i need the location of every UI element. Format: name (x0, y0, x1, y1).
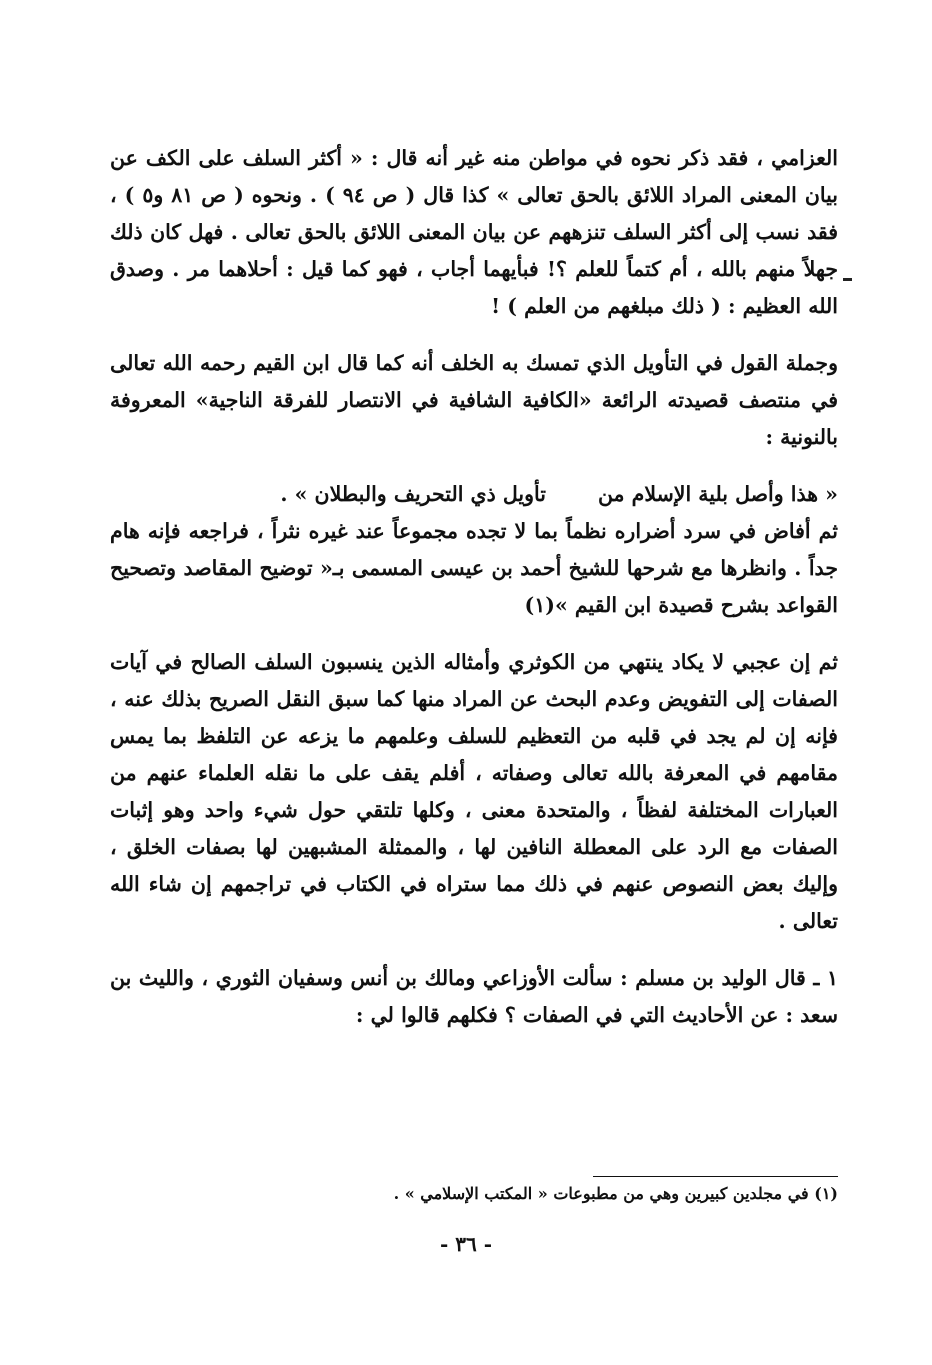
page-number: - ٣٦ - (439, 1232, 492, 1256)
verse-hemistich-1: « هذا وأصل بلية الإسلام من (597, 482, 838, 506)
paragraph-5: ١ ـ قال الوليد بن مسلم : سألت الأوزاعي ومالك بن أنس وسفيان الثوري ، والليث بن سعد : عن الأحاديث التي في الصفات ؟ فكلهم قالوا لي : (110, 966, 838, 1027)
paragraph-1: العزامي ، فقد ذكر نحوه في مواطن منه غير أنه قال : « أكثر السلف على الكف عن بيان المعنى المراد اللائق بالحق تعالى » كذا قال ( ص ٩٤ ) . ونحوه ( ص ٨١ و٥ ) ، فقد نسب إلى أكثر السلف تنزههم عن بيان المعنى اللائق بالحق تعالى . فهل كان ذلك جهلاً منهم بالله ، أم كتماً للعلم ؟! فبأيهما أجاب ، فهو كما قيل : أحلاهما مر . وصدق الله العظيم : ( ذلك مبلغهم من العلم ) ! (110, 146, 839, 318)
footnote: (١) في مجلدين كبيرين وهي من مطبوعات « المكتب الإسلامي » . (393, 1184, 838, 1203)
paragraph-3: ثم أفاض في سرد أضراره نظماً بما لا تجده مجموعاً عند غيره نثراً ، فراجعه فإنه هام جداً . وانظرها مع شرحها للشيخ أحمد بن عيسى المسمى بـ« توضيح المقاصد وتصحيح القواعد بشرح قصيدة ابن القيم »(١) (110, 519, 838, 617)
footnote-divider (593, 1176, 838, 1177)
verse-line (110, 476, 838, 513)
paragraph-2: وجملة القول في التأويل الذي تمسك به الخلف أنه كما قال ابن القيم رحمه الله تعالى في منتصف قصيدته الرائعة «الكافية الشافية في الانتصار للفرقة الناجية» المعروفة بالنونية : (110, 351, 838, 449)
paragraph-4: ثم إن عجبي لا يكاد ينتهي من الكوثري وأمثاله الذين ينسبون السلف الصالح في آيات الصفات إلى التفويض وعدم البحث عن المراد منها كما سبق النقل الصريح بذلك عنه ، فإنه إن لم يجد في قلبه من التعظيم للسلف وعلمهم ما يزعه عن التلفظ بما يمس مقامهم في المعرفة بالله تعالى وصفاته ، أفلم يقف على ما نقله العلماء عنهم من العبارات المختلفة لفظاً ، والمتحدة معنى ، وكلها تلتقي حول شيء واحد وهو إثبات الصفات مع الرد على المعطلة النافين لها ، والممثلة المشبهين لها بصفات الخلق ، وإليك بعض النصوص عنهم في ذلك مما ستراه في الكتاب في تراجمهم إن شاء الله تعالى . (110, 650, 838, 933)
verse-hemistich-2: تأويل ذي التحريف والبطلان » . (280, 482, 546, 506)
main-text (110, 140, 838, 1034)
margin-mark (843, 278, 852, 281)
